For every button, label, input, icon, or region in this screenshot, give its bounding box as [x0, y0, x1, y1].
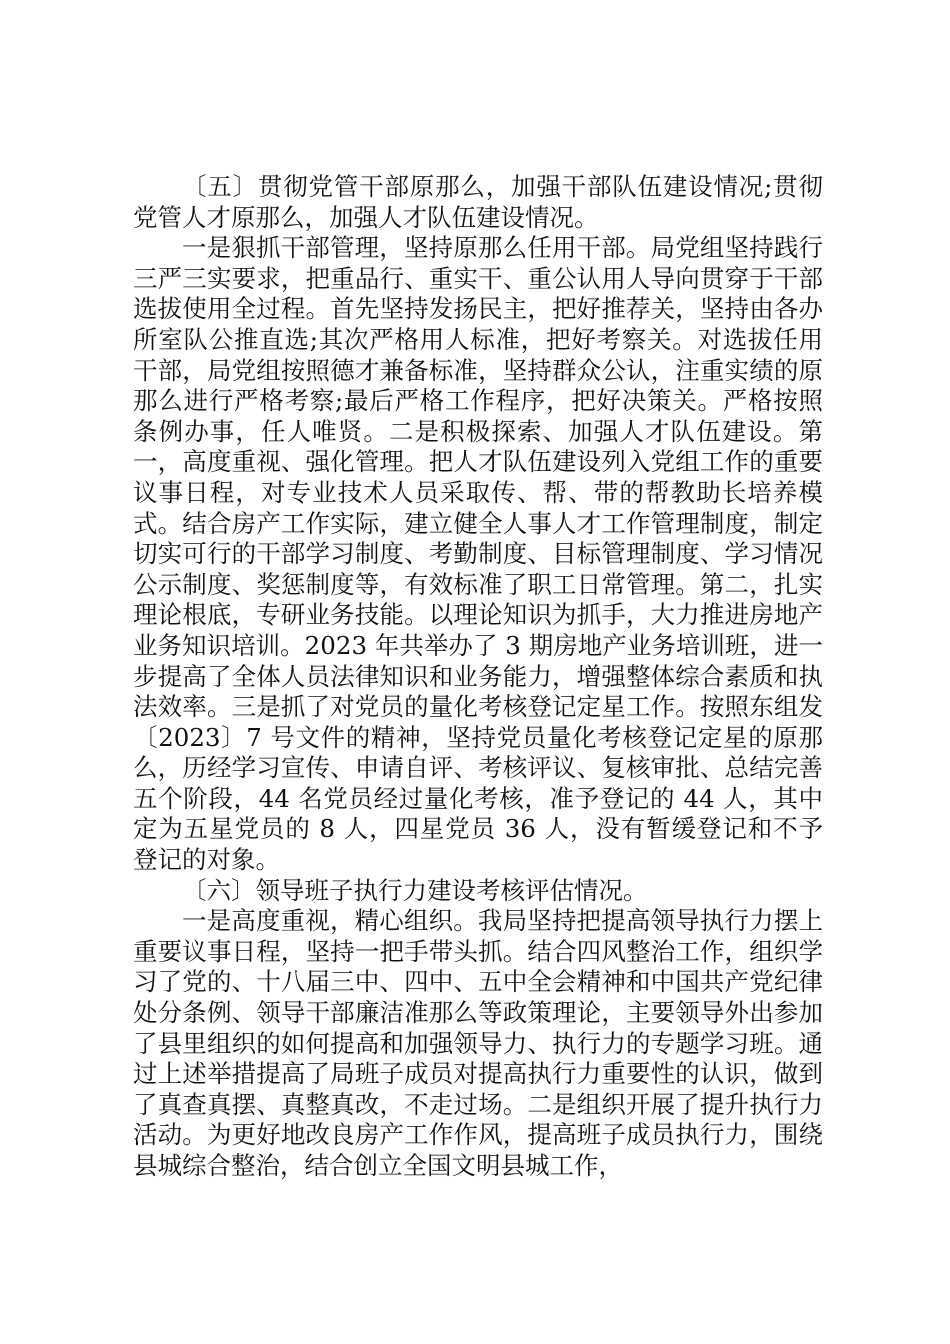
body-paragraph-execution-capacity: 一是高度重视，精心组织。我局坚持把提高领导执行力摆上重要议事日程，坚持一把手带头抓。结合四风整治工作，组织学习了党的、十八届三中、四中、五中全会精神和中国共产党纪律处分条例、领导干部廉洁准那么等政策理论，主要领导外出参加了县里组织的如何提高和加强领导力、执行力的专题学习班。通过上述举措提高了局班子成员对提高执行力重要性的认识，做到了真查真摆、真整真改，不走过场。二是组织开展了提升执行力活动。为更好地改良房产工作作风，提高班子成员执行力，围绕县城综合整治，结合创立全国文明县城工作，: [133, 906, 823, 1180]
section-heading-five: 〔五〕贯彻党管干部原那么，加强干部队伍建设情况;贯彻党管人才原那么，加强人才队伍建设情况。: [133, 172, 823, 232]
section-heading-six: 〔六〕领导班子执行力建设考核评估情况。: [182, 875, 648, 905]
document-body: [133, 172, 823, 1182]
body-paragraph-cadre-management: 一是狠抓干部管理，坚持原那么任用干部。局党组坚持践行三严三实要求，把重品行、重实干、重公认用人导向贯穿于干部选拔使用全过程。首先坚持发扬民主，把好推荐关，坚持由各办所室队公推直选;其次严格用人标准，把好考察关。对选拔任用干部，局党组按照德才兼备标准，坚持群众公认，注重实绩的原那么进行严格考察;最后严格工作程序，把好决策关。严格按照条例办事，任人唯贤。二是积极探索、加强人才队伍建设。第一，高度重视、强化管理。把人才队伍建设列入党组工作的重要议事日程，对专业技术人员采取传、帮、带的帮教助长培养模式。结合房产工作实际，建立健全人事人才工作管理制度，制定切实可行的干部学习制度、考勤制度、目标管理制度、学习情况公示制度、奖惩制度等，有效标准了职工日常管理。第二，扎实理论根底，专研业务技能。以理论知识为抓手，大力推进房地产业务知识培训。2023 年共举办了 3 期房地产业务培训班，进一步提高了全体人员法律知识和业务能力，增强整体综合素质和执法效率。三是抓了对党员的量化考核登记定星工作。按照东组发〔2023〕7 号文件的精神，坚持党员量化考核登记定星的原那么，历经学习宣传、申请自评、考核评议、复核审批、总结完善五个阶段，44 名党员经过量化考核，准予登记的 44 人，其中定为五星党员的 8 人，四星党员 36 人，没有暂缓登记和不予登记的对象。: [133, 233, 823, 875]
